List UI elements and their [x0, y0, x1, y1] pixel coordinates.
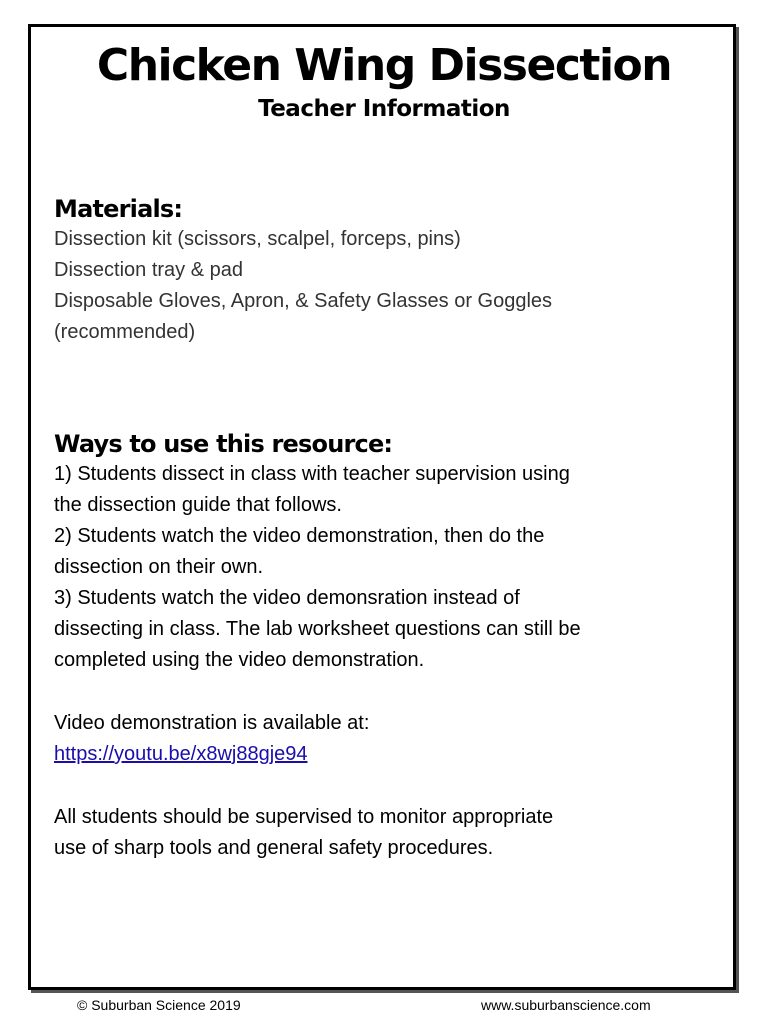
- ways-line: dissection on their own.: [54, 556, 264, 578]
- video-link[interactable]: https://youtu.be/x8wj88gje94: [54, 743, 308, 765]
- safety-line: use of sharp tools and general safety procedures.: [54, 837, 494, 859]
- footer-website: www.suburbanscience.com: [481, 997, 651, 1013]
- materials-item: Dissection kit (scissors, scalpel, forceps, pins): [54, 228, 461, 250]
- footer-copyright: © Suburban Science 2019: [77, 997, 241, 1013]
- materials-item: (recommended): [54, 321, 196, 343]
- ways-line: 3) Students watch the video demonsration instead of: [54, 587, 520, 609]
- ways-line: dissecting in class. The lab worksheet questions can still be: [54, 618, 581, 640]
- ways-line: 2) Students watch the video demonstration, then do the: [54, 525, 545, 547]
- ways-heading: Ways to use this resource:: [54, 430, 393, 458]
- safety-line: All students should be supervised to monitor appropriate: [54, 806, 554, 828]
- materials-item: Dissection tray & pad: [54, 259, 243, 281]
- ways-line: completed using the video demonstration.: [54, 649, 425, 671]
- ways-line: 1) Students dissect in class with teacher supervision using: [54, 463, 570, 485]
- ways-line: the dissection guide that follows.: [54, 494, 342, 516]
- materials-item: Disposable Gloves, Apron, & Safety Glasses or Goggles: [54, 290, 553, 312]
- video-label: Video demonstration is available at:: [54, 712, 370, 734]
- page-subtitle: Teacher Information: [258, 96, 510, 122]
- materials-heading: Materials:: [54, 195, 183, 223]
- page-title: Chicken Wing Dissection: [96, 40, 672, 91]
